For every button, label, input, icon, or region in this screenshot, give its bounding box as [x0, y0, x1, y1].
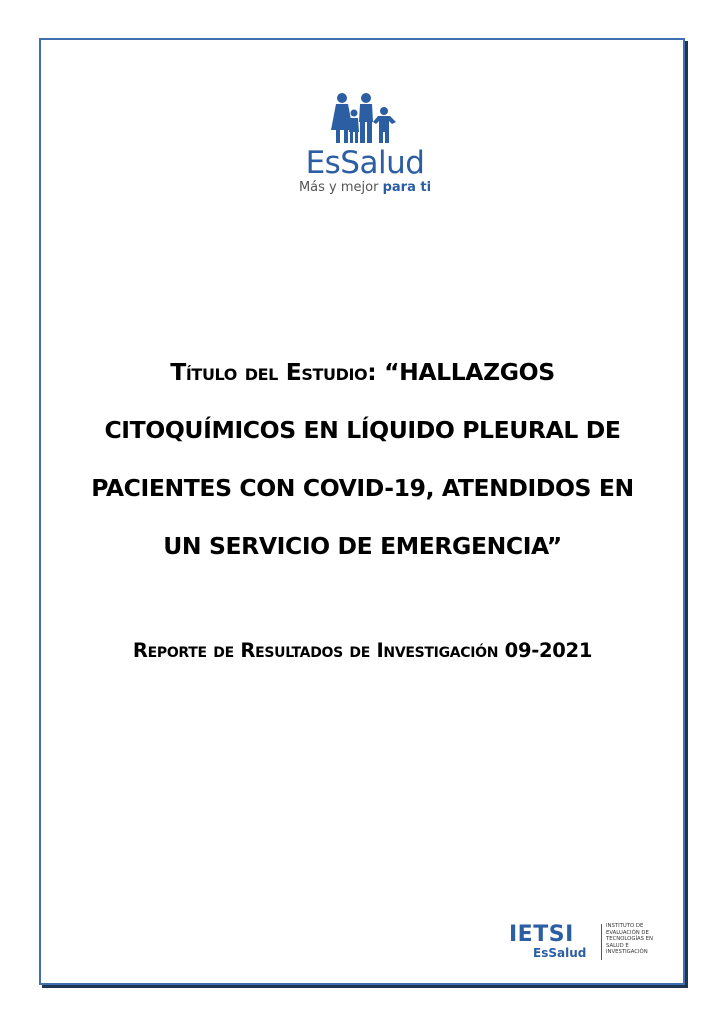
- study-title: [70, 343, 655, 575]
- ietsi-description: INSTITUTO DE EVALUACIÓN DE TECNOLOGÍAS EN SALUD E INVESTIGACIÓN: [606, 923, 653, 956]
- slogan: [290, 180, 440, 196]
- ietsi-divider: [601, 924, 602, 960]
- title-line-4: UN SERVICIO DE EMERGENCIA”: [163, 532, 562, 560]
- ietsi-name: IETSI: [509, 922, 574, 947]
- brand-name: EsSalud: [305, 145, 425, 181]
- slogan-bold: para ti: [382, 180, 432, 195]
- family-icon: [326, 92, 398, 144]
- slogan-regular: Más y mejor: [298, 180, 383, 195]
- essalud-logo: [290, 92, 440, 202]
- title-line-3: PACIENTES CON COVID-19, ATENDIDOS EN: [91, 474, 634, 502]
- ietsi-logo: [509, 922, 669, 964]
- title-line-1-text: “HALLAZGOS: [384, 358, 555, 386]
- title-label: Título del Estudio:: [170, 358, 377, 386]
- ietsi-sub: EsSalud: [533, 946, 587, 960]
- report-number: Reporte de Resultados de Investigación 09-2021: [132, 639, 593, 662]
- title-line-1: [70, 343, 655, 401]
- title-line-2: CITOQUÍMICOS EN LÍQUIDO PLEURAL DE: [104, 416, 621, 444]
